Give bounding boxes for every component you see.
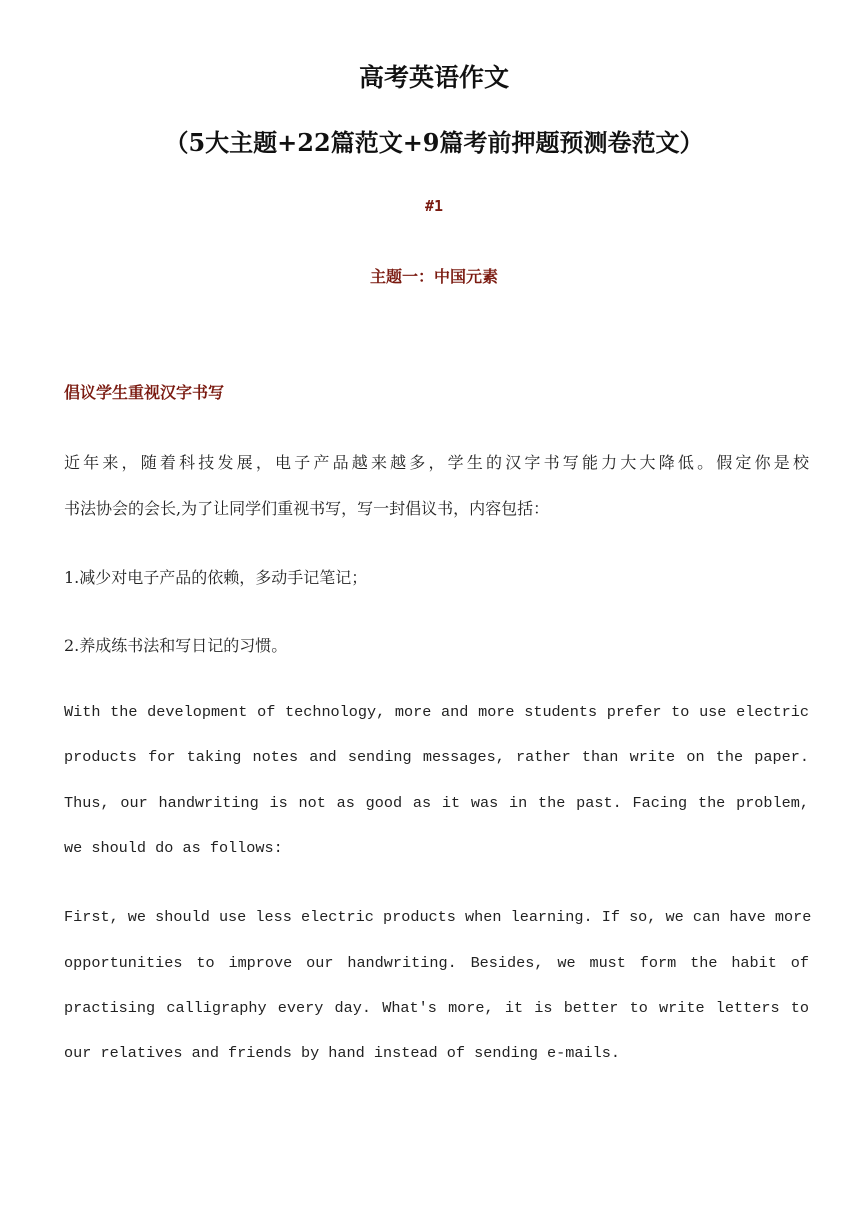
essay-line: First, we should use less electric products when learning. If so, we can have more (64, 908, 812, 926)
prompt-line: 书法协会的会长,为了让同学们重视书写，写一封倡议书，内容包括： (64, 499, 550, 518)
essay-line: products for taking notes and sending messages, rather than write on the paper. (64, 748, 809, 766)
essay-line: we should do as follows: (64, 839, 283, 857)
page-subtitle: （5大主题+22篇范文+9篇考前押题预测卷范文） (164, 128, 704, 157)
essay-line: Thus, our handwriting is not as good as it was in the past. Facing the problem, (64, 794, 809, 812)
section-number: #1 (424, 197, 444, 215)
essay-line: practising calligraphy every day. What's more, it is better to write letters to (64, 999, 809, 1017)
essay-line: opportunities to improve our handwriting. Besides, we must form the habit of (64, 954, 809, 972)
page-title: 高考英语作文 (358, 63, 509, 92)
theme-heading: 主题一：中国元素 (369, 267, 498, 286)
essay-line: our relatives and friends by hand instead of sending e-mails. (64, 1044, 620, 1062)
prompt-item: 1.减少对电子产品的依赖，多动手记笔记； (64, 568, 368, 587)
essay-line: With the development of technology, more and more students prefer to use electric (64, 703, 809, 721)
essay-heading: 倡议学生重视汉字书写 (64, 383, 225, 402)
prompt-line: 近年来，随着科技发展，电子产品越来越多，学生的汉字书写能力大大降低。假定你是校 (64, 453, 809, 472)
prompt-item: 2.养成练书法和写日记的习惯。 (64, 636, 288, 655)
